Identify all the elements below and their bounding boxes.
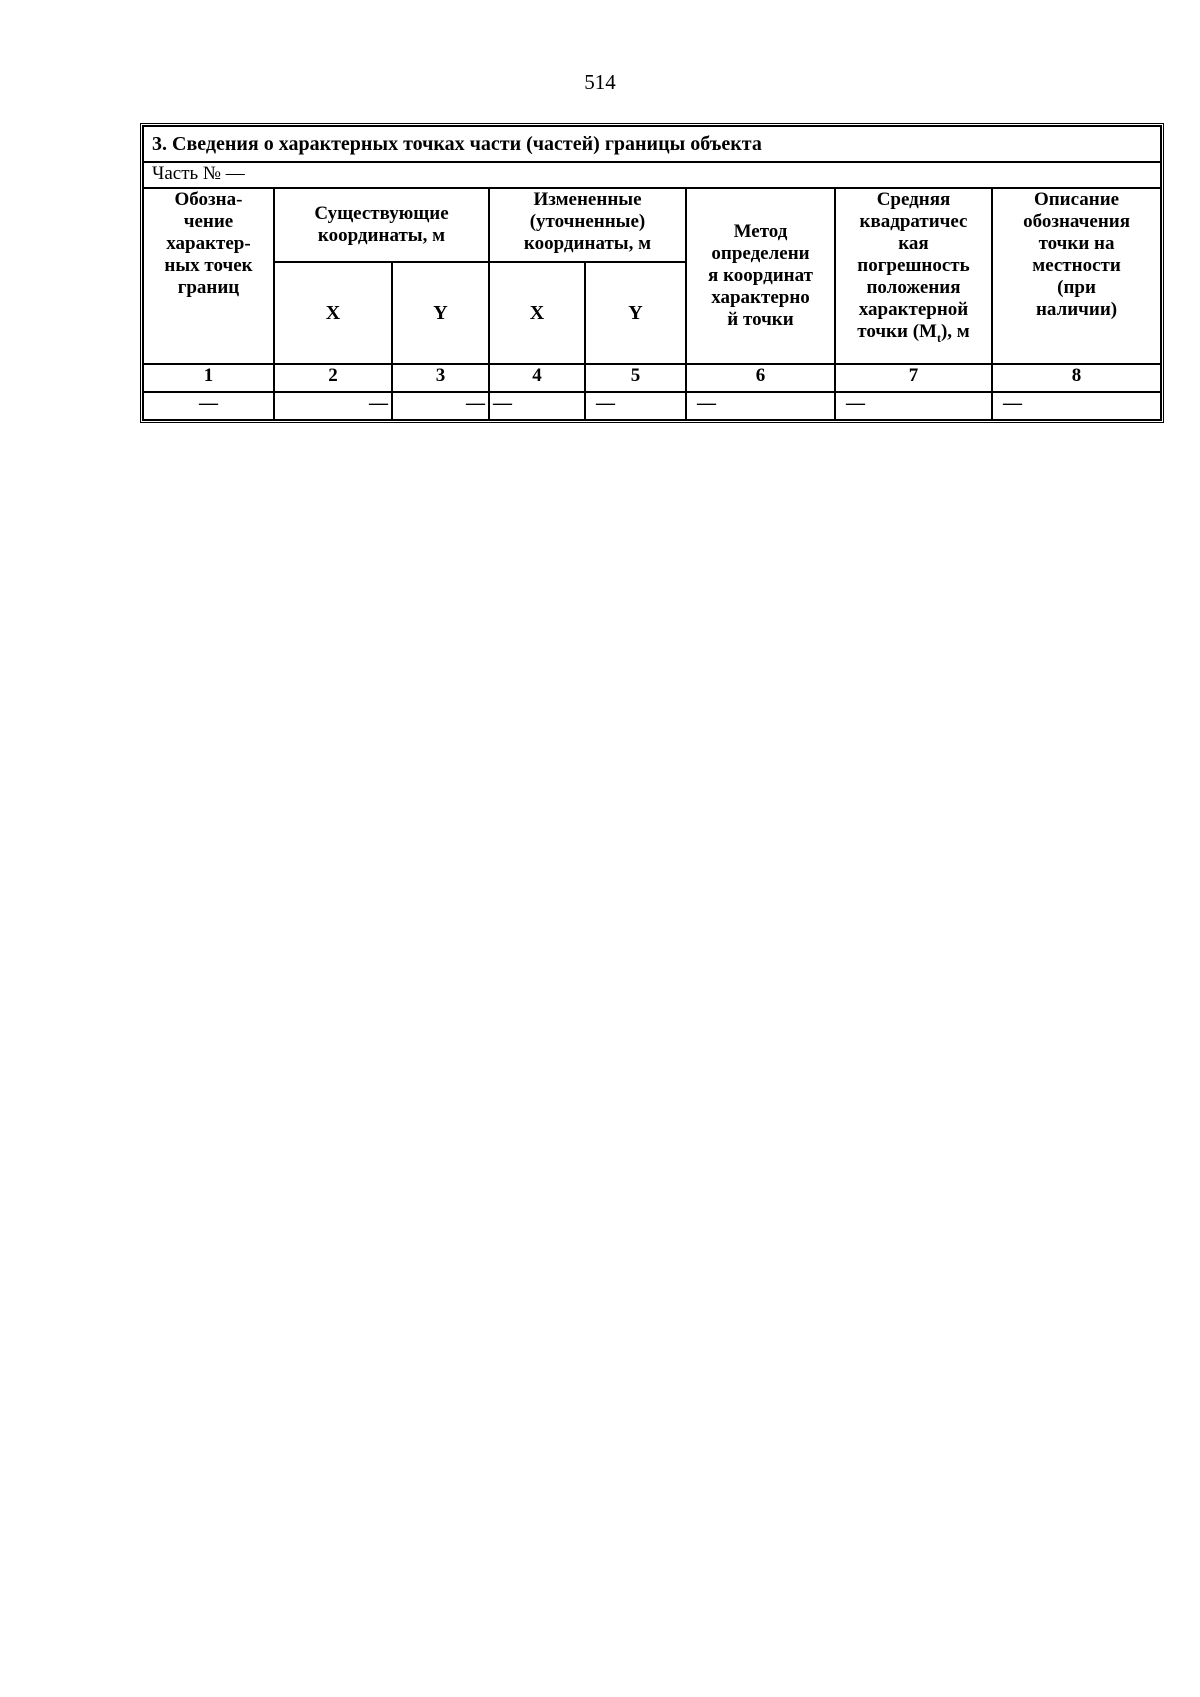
column-number: 5: [585, 364, 686, 392]
header-description: [992, 188, 1161, 364]
header-text: я координат: [708, 265, 813, 286]
header-text: положения: [866, 277, 961, 298]
header-text: границ: [177, 277, 240, 298]
table-cell: —: [143, 392, 274, 420]
header-text: точки (M: [857, 321, 937, 342]
page-number: 514: [584, 70, 616, 94]
boundary-points-table-container: [140, 123, 1158, 423]
column-number: 8: [992, 364, 1161, 392]
header-changed-y: Y: [585, 262, 686, 364]
header-mean-square-error: [835, 188, 992, 364]
header-text: погрешность: [857, 255, 970, 276]
header-text: чение: [183, 211, 234, 232]
header-text: Измененные: [533, 189, 642, 210]
header-text: характерно: [711, 287, 810, 308]
header-text: (при: [1057, 277, 1096, 298]
header-method: [686, 188, 835, 364]
column-number: 3: [392, 364, 489, 392]
column-number: 1: [143, 364, 274, 392]
table-cell: —: [489, 392, 585, 420]
table-cell: —: [274, 392, 392, 420]
header-text: определени: [711, 243, 810, 264]
header-existing-coordinates: [274, 188, 489, 262]
column-number: 4: [489, 364, 585, 392]
header-existing-y: Y: [392, 262, 489, 364]
header-text: Метод: [733, 221, 788, 242]
column-number: 6: [686, 364, 835, 392]
header-text: Средняя: [876, 189, 951, 210]
table-row: [143, 392, 1161, 420]
header-text: кая: [898, 233, 929, 254]
header-changed-coordinates: [489, 188, 686, 262]
table-cell: —: [686, 392, 835, 420]
boundary-points-table: [140, 123, 1164, 423]
header-text: местности: [1032, 255, 1121, 276]
header-text: ных точек: [164, 255, 253, 276]
header-text: обозначения: [1023, 211, 1130, 232]
header-text: координаты, м: [317, 225, 446, 246]
column-number: 7: [835, 364, 992, 392]
header-changed-x: X: [489, 262, 585, 364]
header-text: наличии): [1035, 299, 1118, 320]
header-point-designation: [143, 188, 274, 364]
header-text: Обозна-: [174, 189, 243, 210]
table-cell: —: [992, 392, 1161, 420]
header-text: Описание: [1033, 189, 1120, 210]
table-cell: —: [392, 392, 489, 420]
header-text: й точки: [727, 309, 794, 330]
header-subscript: t: [936, 330, 941, 345]
header-text: ), м: [940, 321, 970, 342]
table-cell: —: [585, 392, 686, 420]
header-text: характерной: [858, 299, 969, 320]
column-number: 2: [274, 364, 392, 392]
header-existing-x: X: [274, 262, 392, 364]
header-text: характер-: [166, 233, 251, 254]
header-text: точки на: [1038, 233, 1115, 254]
header-text: координаты, м: [523, 233, 652, 254]
table-cell: —: [835, 392, 992, 420]
header-text: (уточненные): [529, 211, 646, 232]
header-text: Существующие: [314, 203, 449, 224]
section-title: 3. Сведения о характерных точках части (частей) границы объекта: [143, 126, 1161, 162]
header-text: квадратичес: [859, 211, 968, 232]
part-label: Часть № —: [143, 162, 1161, 188]
